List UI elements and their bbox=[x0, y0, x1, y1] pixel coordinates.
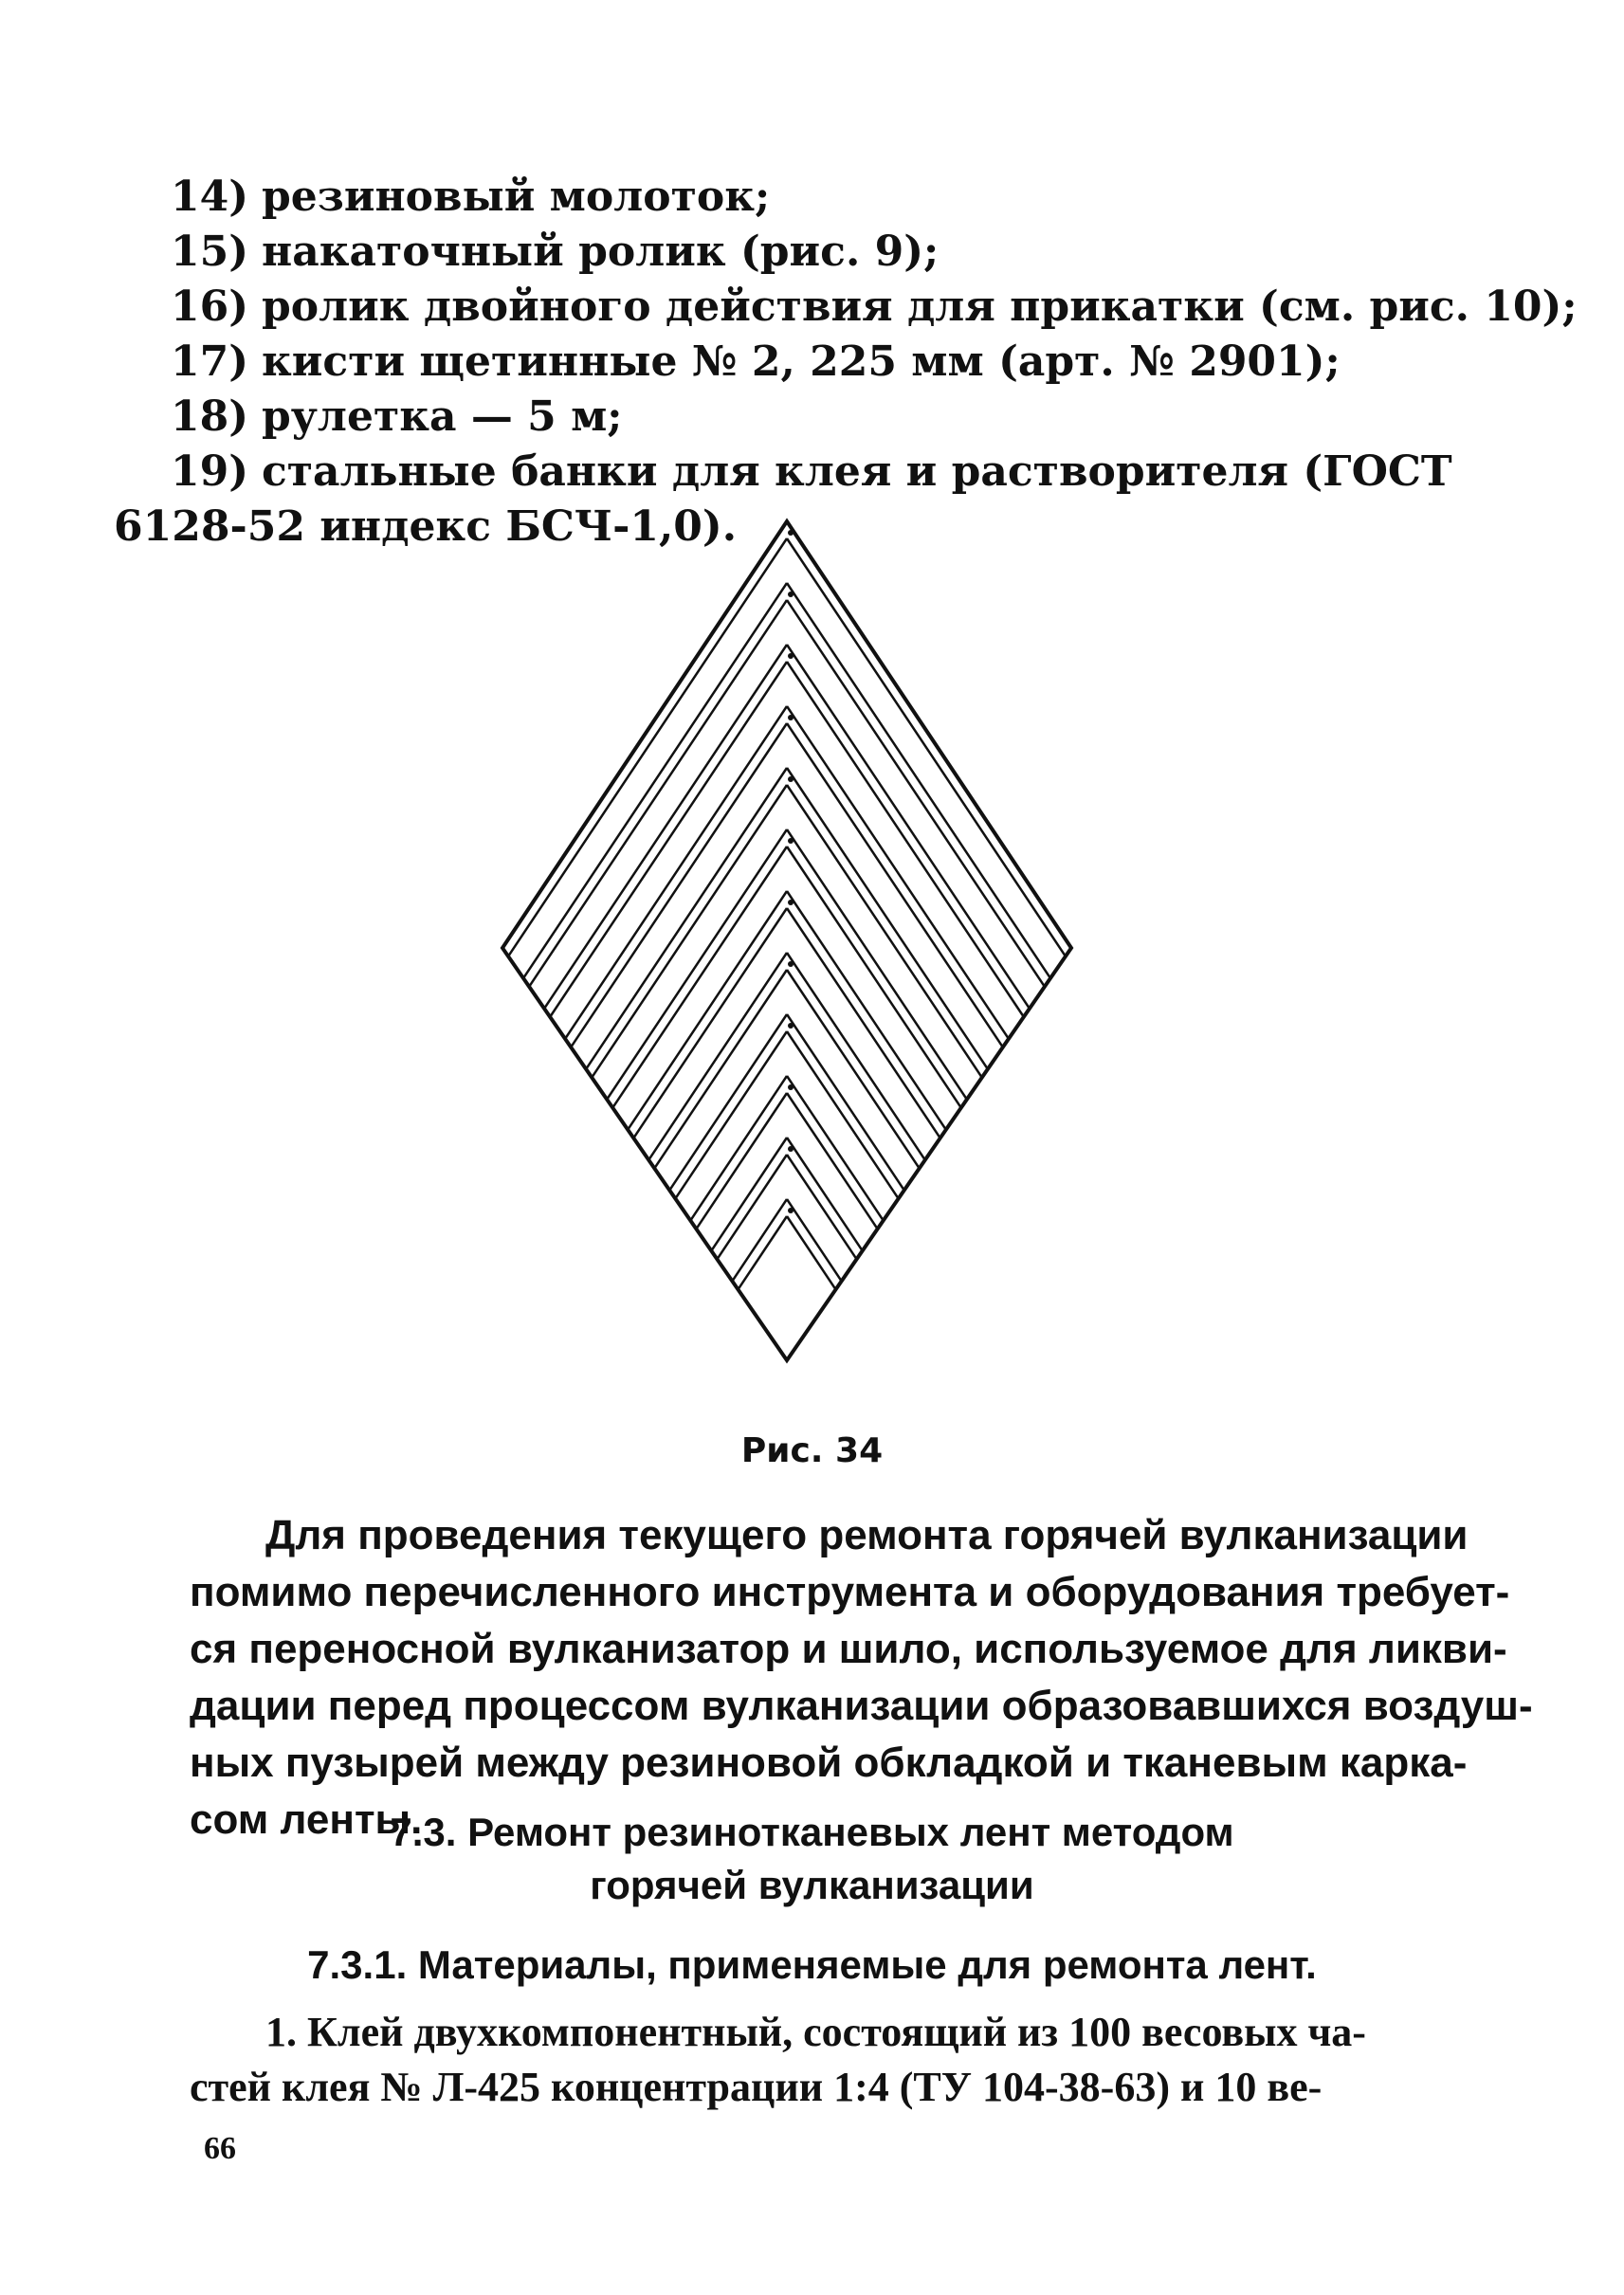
strip-rivet bbox=[788, 1084, 794, 1090]
list-item bbox=[171, 391, 1346, 444]
subsection-heading: 7.3.1. Материалы, применяемые для ремонта лент. bbox=[307, 1942, 1317, 1987]
paragraph-line: помимо перечисленного инструмента и оборудования требует- bbox=[190, 1569, 1510, 1615]
paragraph-line: дации перед процессом вулканизации образовавшихся воздуш- bbox=[190, 1683, 1533, 1729]
strip-edge-right bbox=[787, 600, 1045, 987]
paragraph-line: Для проведения текущего ремонта горячей вулканизации bbox=[265, 1512, 1469, 1558]
strip-edge-left bbox=[690, 1076, 787, 1221]
page-number: 66 bbox=[204, 2131, 236, 2166]
section-heading-line: 7.3. Ремонт резинотканевых лент методом bbox=[390, 1810, 1234, 1854]
strip-edge-right bbox=[787, 521, 1071, 948]
materials-item bbox=[190, 2005, 1422, 2115]
strip-edge-left bbox=[592, 785, 787, 1078]
strip-edge-right bbox=[787, 706, 1009, 1039]
strip-edge-left bbox=[502, 521, 787, 948]
strip-edge-right bbox=[787, 1155, 857, 1259]
strip-edge-right bbox=[787, 1199, 842, 1281]
list-item-text: рулетка — 5 м; bbox=[262, 392, 623, 441]
strip-edge-left bbox=[732, 1199, 787, 1281]
list-item-number: 19) bbox=[171, 447, 249, 496]
paragraph-line: ных пузырей между резиновой обкладкой и тканевым карка- bbox=[190, 1739, 1468, 1786]
list-item-text: ролик двойного действия для прикатки (см. рис. 10); bbox=[262, 282, 1578, 331]
body-paragraph bbox=[190, 1507, 1533, 1849]
strip-edge-right bbox=[787, 1216, 836, 1289]
strip-rivet bbox=[788, 838, 794, 844]
strip-rivet bbox=[788, 592, 794, 597]
list-item-text: резиновый молоток; bbox=[262, 173, 771, 221]
strip-edge-right bbox=[787, 829, 967, 1100]
strip-edge-right bbox=[787, 785, 982, 1078]
list-item bbox=[171, 226, 1346, 279]
strip-edge-left bbox=[717, 1155, 787, 1259]
strip-rivet bbox=[788, 1146, 794, 1152]
strip-edge-left bbox=[675, 1031, 787, 1198]
materials-item-line: стей клея № Л-425 концентрации 1:4 (ТУ 104-38-63) и 10 ве- bbox=[190, 2064, 1323, 2110]
figure-caption: Рис. 34 bbox=[740, 1431, 884, 1470]
section-heading bbox=[0, 1806, 1624, 1912]
strip-edge-right bbox=[787, 645, 1030, 1009]
list-item-number: 14) bbox=[171, 173, 249, 221]
list-item-number: 16) bbox=[171, 282, 249, 331]
paragraph-line: ся переносной вулканизатор и шило, используемое для ликви- bbox=[190, 1626, 1507, 1672]
section-heading-line: горячей вулканизации bbox=[590, 1863, 1034, 1907]
paragraph-line: сом ленты. bbox=[190, 1796, 423, 1843]
list-item-number: 18) bbox=[171, 392, 249, 441]
list-item-number: 15) bbox=[171, 228, 249, 276]
strip-edge-left bbox=[529, 600, 787, 987]
strip-rivet bbox=[788, 961, 794, 967]
diamond-outline bbox=[502, 521, 1071, 1360]
strip-edge-right bbox=[787, 1031, 899, 1198]
strip-rivet bbox=[788, 1208, 794, 1213]
strip-edge-right bbox=[787, 1076, 884, 1221]
strip-rivet bbox=[788, 900, 794, 905]
list-item-text: накаточный ролик (рис. 9); bbox=[262, 228, 940, 276]
figure-34-diagram bbox=[493, 512, 1081, 1384]
strip-rivet bbox=[788, 715, 794, 720]
list-item-text: кисти щетинные № 2, 225 мм (арт. № 2901); bbox=[262, 337, 1341, 386]
list-item bbox=[171, 171, 1346, 224]
strip-edge-right bbox=[787, 723, 1003, 1047]
strip-edge-left bbox=[571, 723, 787, 1047]
strip-edge-left bbox=[544, 645, 787, 1009]
diamond-strips-drawing bbox=[493, 512, 1081, 1384]
strip-edge-left bbox=[696, 1093, 787, 1229]
strip-edge-left bbox=[738, 1216, 787, 1289]
list-item bbox=[171, 281, 1578, 334]
list-item bbox=[171, 446, 1452, 499]
strip-edge-right bbox=[787, 953, 925, 1160]
list-item-number: 17) bbox=[171, 337, 249, 386]
strip-rivet bbox=[788, 776, 794, 782]
list-item bbox=[171, 336, 1346, 389]
list-item-text: стальные банки для клея и растворителя (ГОСТ bbox=[262, 447, 1452, 496]
strip-rivet bbox=[788, 1023, 794, 1029]
strip-edge-left bbox=[607, 829, 787, 1100]
strip-edge-left bbox=[648, 953, 787, 1160]
strip-edge-right bbox=[787, 1093, 878, 1229]
strip-rivet bbox=[788, 530, 794, 536]
list-item-text: 6128-52 индекс БСЧ-1,0). bbox=[114, 502, 738, 551]
materials-item-line: 1. Клей двухкомпонентный, состоящий из 100 весовых ча- bbox=[265, 2009, 1366, 2055]
strip-rivet bbox=[788, 653, 794, 659]
strip-edge-left bbox=[565, 706, 787, 1039]
